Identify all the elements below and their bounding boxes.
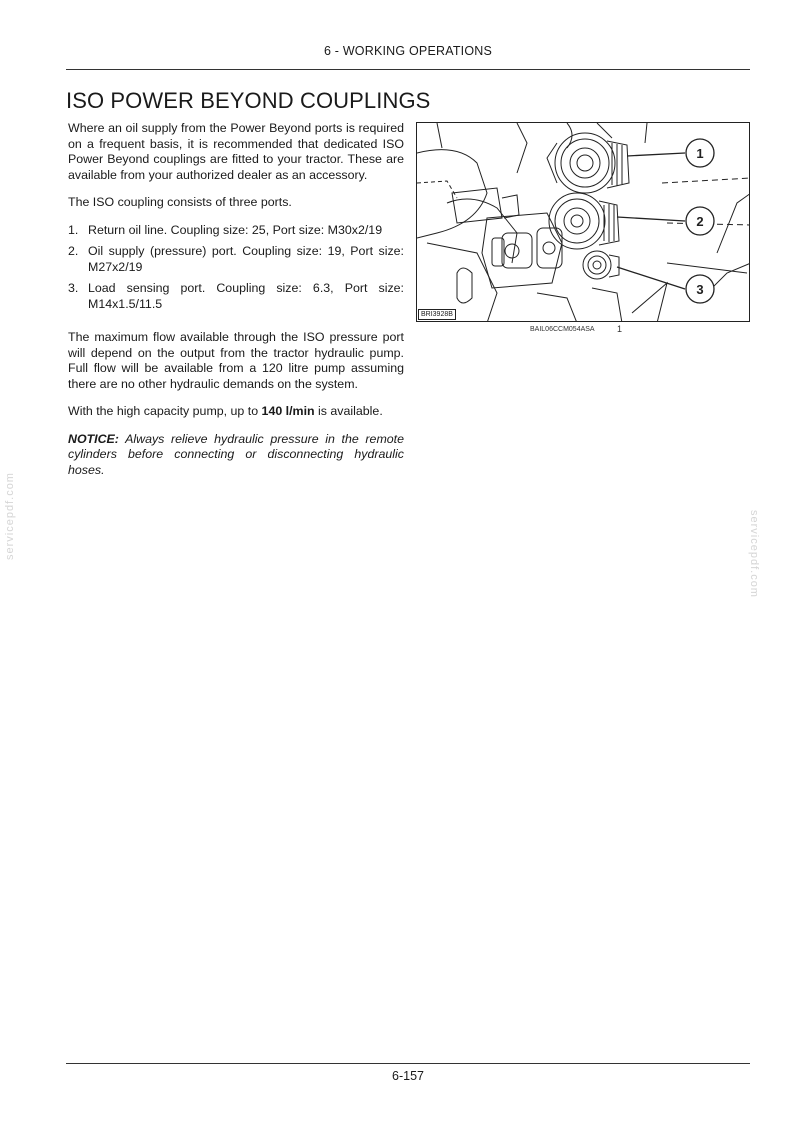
watermark-left: servicepdf.com <box>4 472 16 560</box>
body-text <box>68 121 404 490</box>
flow-paragraph: The maximum flow available through the ISO pressure port will depend on the output from the tractor hydraulic pump. Full flow will be available from a 120 litre pump assuming there are no other hydraulic demands on the system. <box>68 330 404 391</box>
list-number: 2. <box>68 244 79 258</box>
watermark-right: servicepdf.com <box>748 510 760 598</box>
intro-paragraph: Where an oil supply from the Power Beyond ports is required on a frequent basis, it is recommended that dedicated ISO Power Beyond couplings are fitted to your tractor. These are available from your authorized dealer as an accessory. <box>68 121 404 182</box>
footer-rule <box>66 1063 750 1064</box>
notice-text: Always relieve hydraulic pressure in the remote cylinders before connecting or disconnecting hydraulic hoses. <box>68 431 404 477</box>
callout-label-1: 1 <box>696 146 704 161</box>
capacity-text-before: With the high capacity pump, up to <box>68 404 262 418</box>
callout-label-2: 2 <box>696 214 704 229</box>
list-item <box>68 281 404 312</box>
page-header: 6 - WORKING OPERATIONS <box>323 44 493 58</box>
capacity-value: 140 l/min <box>261 404 315 418</box>
capacity-text-after: is available. <box>314 404 383 418</box>
callout-label-3: 3 <box>696 282 704 297</box>
capacity-paragraph <box>68 404 404 420</box>
notice-label: NOTICE: <box>68 431 119 446</box>
notice-paragraph <box>68 432 404 479</box>
coupling-illustration <box>417 123 750 322</box>
page-title: ISO POWER BEYOND COUPLINGS <box>66 88 431 113</box>
list-text: Load sensing port. Coupling size: 6.3, Port size: M14x1.5/11.5 <box>88 281 404 311</box>
ports-intro: The ISO coupling consists of three ports. <box>68 195 292 209</box>
list-text: Oil supply (pressure) port. Coupling size: 19, Port size: M27x2/19 <box>88 244 404 274</box>
list-text: Return oil line. Coupling size: 25, Port size: M30x2/19 <box>88 222 383 237</box>
list-item <box>68 244 404 275</box>
ports-list <box>68 223 404 313</box>
coupling-figure <box>416 122 750 322</box>
figure-code: BRI3928B <box>418 309 456 320</box>
figure-caption: BAIL06CCM054ASA <box>530 326 595 333</box>
figure-number: 1 <box>617 324 623 334</box>
page-number: 6-157 <box>392 1069 424 1083</box>
list-number: 1. <box>68 222 79 237</box>
list-item <box>68 223 404 239</box>
list-number: 3. <box>68 281 79 295</box>
header-rule <box>66 69 750 70</box>
